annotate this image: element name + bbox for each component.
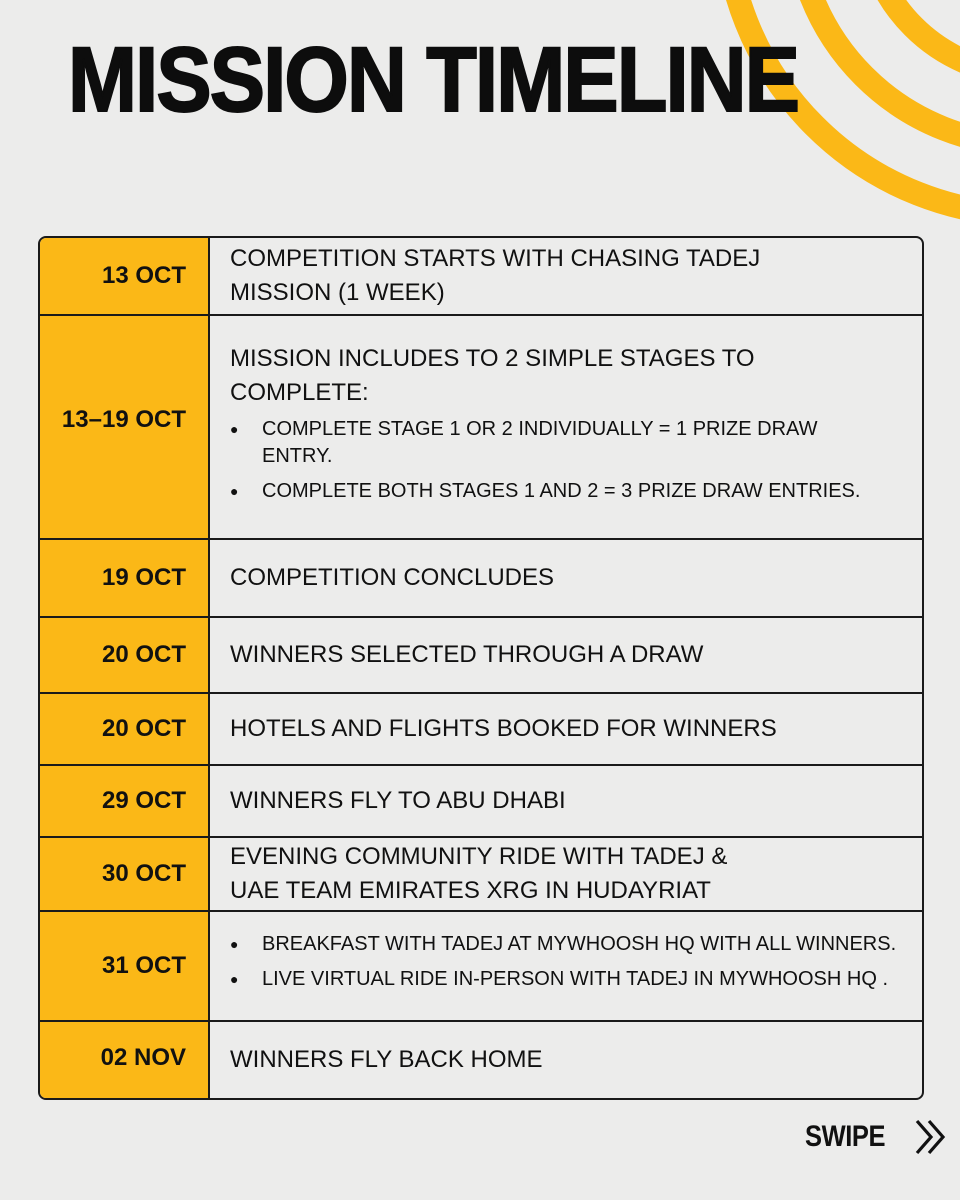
row-content: [210, 694, 922, 764]
timeline-row: [40, 316, 922, 540]
row-text: HOTELS AND FLIGHTS BOOKED FOR WINNERS: [230, 715, 777, 742]
bullet-item: ● BREAKFAST WITH TADEJ AT MYWHOOSH HQ WITH ALL WINNERS.: [230, 931, 902, 958]
timeline-row: [40, 1022, 922, 1098]
timeline-row: [40, 912, 922, 1022]
row-date: 13–19 OCT: [40, 316, 210, 538]
double-chevron-right-icon: [913, 1118, 949, 1156]
timeline-row: [40, 618, 922, 694]
row-text: WINNERS FLY BACK HOME: [230, 1046, 543, 1073]
timeline-row: [40, 838, 922, 912]
row-date: 19 OCT: [40, 540, 210, 616]
timeline-row: [40, 238, 922, 316]
row-date: 31 OCT: [40, 912, 210, 1020]
bullet-item: ● COMPLETE STAGE 1 OR 2 INDIVIDUALLY = 1 PRIZE DRAW ENTRY.: [230, 416, 862, 470]
row-text: COMPETITION STARTS WITH CHASING TADEJ MISSION (1 WEEK): [230, 245, 761, 306]
row-date: 20 OCT: [40, 694, 210, 764]
timeline-row: [40, 694, 922, 766]
row-text: COMPETITION CONCLUDES: [230, 564, 555, 591]
bullet-list: [230, 931, 902, 1001]
bullet-item: ● COMPLETE BOTH STAGES 1 AND 2 = 3 PRIZE DRAW ENTRIES.: [230, 478, 902, 505]
timeline-row: [40, 766, 922, 838]
row-text: MISSION INCLUDES TO 2 SIMPLE STAGES TO COMPLETE:: [230, 344, 755, 406]
timeline-row: [40, 540, 922, 618]
page-title: MISSION TIMELINE: [68, 29, 799, 131]
row-text: WINNERS FLY TO ABU DHABI: [230, 787, 566, 814]
row-date: 29 OCT: [40, 766, 210, 836]
bullet-list: [230, 416, 902, 513]
row-date: 13 OCT: [40, 238, 210, 314]
timeline-table: [38, 236, 924, 1100]
row-content: [210, 838, 922, 910]
row-content: [210, 238, 922, 314]
row-content: [210, 766, 922, 836]
row-date: 30 OCT: [40, 838, 210, 910]
swipe-button[interactable]: [805, 1118, 949, 1156]
row-date: 02 NOV: [40, 1022, 210, 1098]
row-content: [210, 316, 922, 538]
row-date: 20 OCT: [40, 618, 210, 692]
row-content: [210, 912, 922, 1020]
row-text: EVENING COMMUNITY RIDE WITH TADEJ & UAE TEAM EMIRATES XRG IN HUDAYRIAT: [230, 843, 728, 904]
row-text: WINNERS SELECTED THROUGH A DRAW: [230, 641, 704, 668]
row-content: [210, 1022, 922, 1098]
swipe-label: SWIPE: [805, 1120, 886, 1153]
arc-inner: [865, 0, 960, 75]
arc-middle: [795, 0, 960, 145]
bullet-item: ● LIVE VIRTUAL RIDE IN-PERSON WITH TADEJ IN MYWHOOSH HQ .: [230, 966, 902, 993]
row-content: [210, 540, 922, 616]
row-content: [210, 618, 922, 692]
